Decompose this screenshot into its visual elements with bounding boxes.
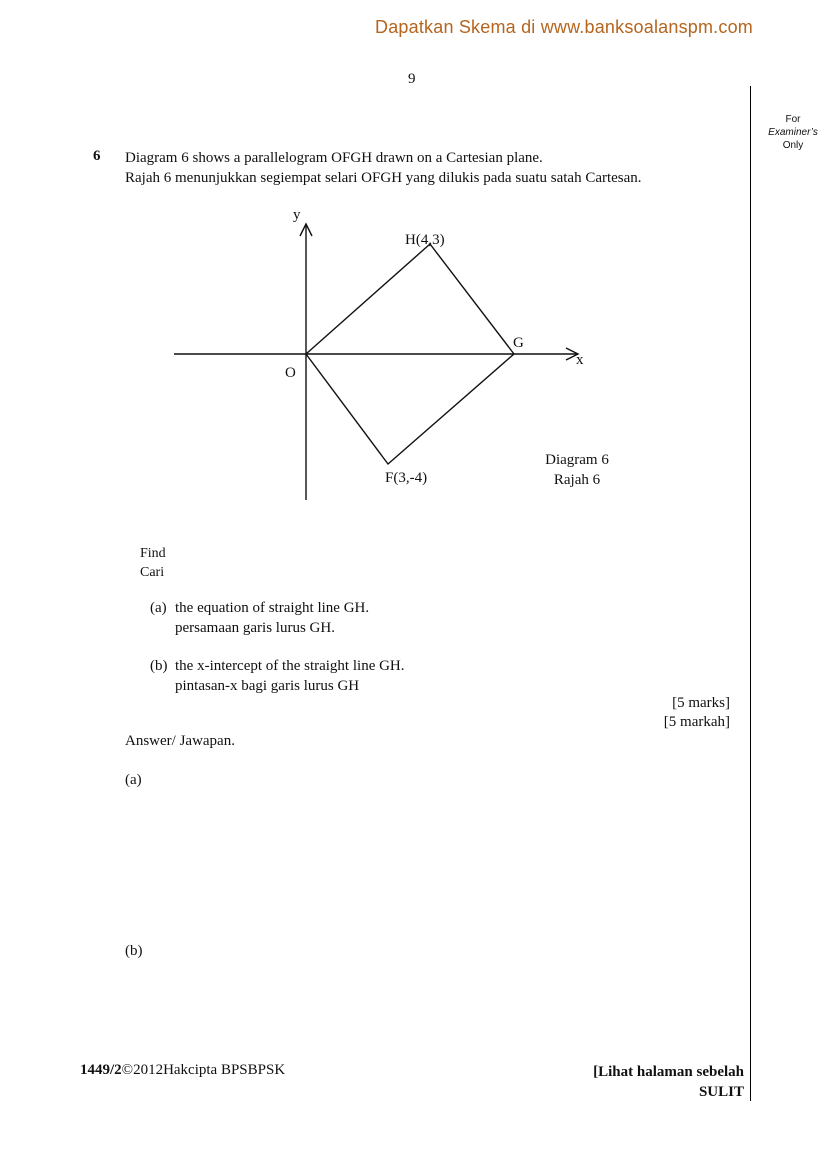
- copyright: ©2012Hakcipta BPSBPSK: [121, 1062, 286, 1078]
- answer-heading: Answer/ Jawapan.: [125, 733, 235, 749]
- question-text: [125, 148, 642, 188]
- part-b-text-en: the x-intercept of the straight line GH.: [175, 658, 405, 674]
- part-a-text-ms: persamaan garis lurus GH.: [175, 620, 335, 636]
- question-number: 6: [93, 148, 101, 164]
- examiner-box: [760, 113, 826, 152]
- footer-code: [80, 1062, 285, 1079]
- question-text-ms: Rajah 6 menunjukkan segiempat selari OFGH yang dilukis pada suatu satah Cartesan.: [125, 170, 642, 186]
- find-en: Find: [140, 546, 166, 561]
- find-instruction: [140, 544, 166, 582]
- classification: SULIT: [698, 1084, 744, 1100]
- diagram-caption-ms: Rajah 6: [553, 472, 601, 488]
- part-a-label: (a): [150, 600, 167, 616]
- part-b-text-ms: pintasan-x bagi garis lurus GH: [175, 678, 360, 694]
- examiner-line-2: Examiner’s: [768, 127, 818, 138]
- part-a-text-en: the equation of straight line GH.: [175, 600, 370, 616]
- turn-over-note: [Lihat halaman sebelah: [593, 1064, 744, 1080]
- x-axis-label: x: [576, 352, 584, 368]
- origin-label: O: [285, 365, 296, 381]
- find-ms: Cari: [140, 565, 165, 580]
- answer-part-a: (a): [125, 772, 142, 788]
- question-text-en: Diagram 6 shows a parallelogram OFGH drawn on a Cartesian plane.: [125, 150, 543, 166]
- diagram-caption: [533, 450, 621, 490]
- paper-code: 1449/2: [80, 1062, 122, 1078]
- point-h-label: H(4,3): [405, 232, 445, 248]
- part-b: [150, 656, 550, 696]
- marks-en: [5 marks]: [672, 695, 730, 711]
- y-axis-label: y: [293, 207, 301, 223]
- marks-allocation: [560, 694, 730, 732]
- footer-right: [540, 1062, 744, 1102]
- point-f-label: F(3,-4): [385, 470, 428, 486]
- examiner-line-3: Only: [782, 140, 804, 151]
- answer-part-b: (b): [125, 943, 143, 959]
- point-g-label: G: [513, 335, 524, 351]
- part-a: [150, 598, 550, 638]
- examiner-margin-rule: [750, 86, 751, 1101]
- part-b-label: (b): [150, 658, 168, 674]
- marks-ms: [5 markah]: [663, 714, 730, 730]
- diagram-caption-en: Diagram 6: [545, 452, 609, 468]
- header-link[interactable]: Dapatkan Skema di www.banksoalanspm.com: [375, 17, 753, 37]
- examiner-line-1: For: [785, 114, 801, 125]
- page-number: 9: [408, 71, 416, 87]
